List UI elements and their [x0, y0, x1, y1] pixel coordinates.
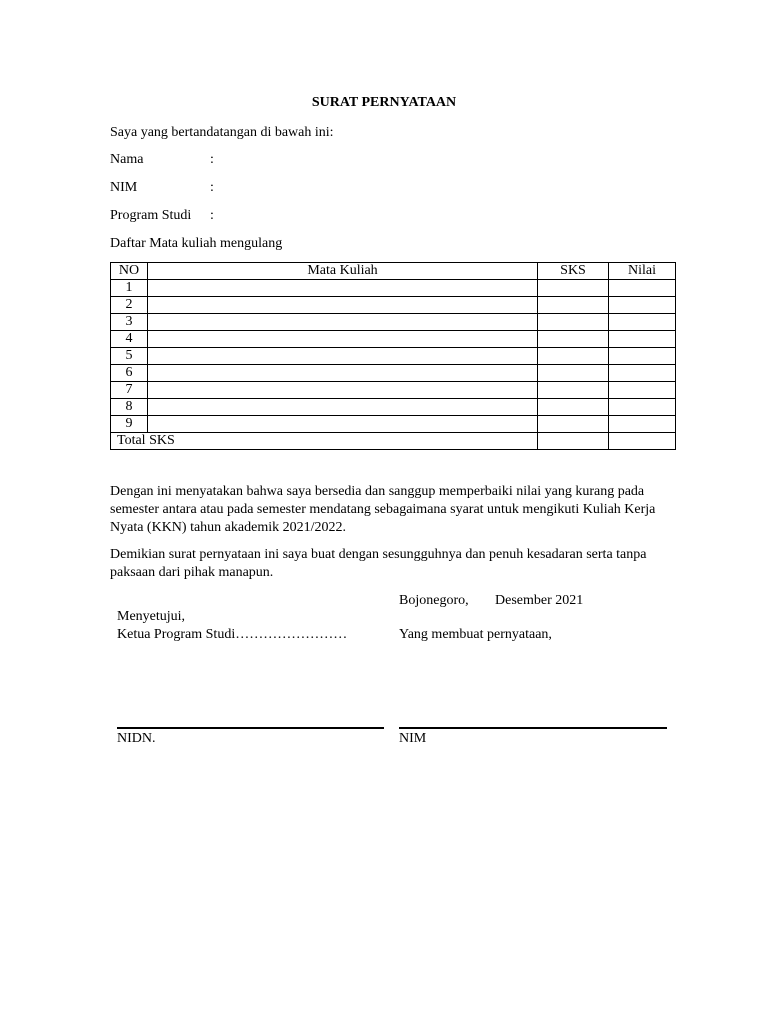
nilai-cell[interactable]	[609, 297, 676, 314]
course-cell[interactable]	[148, 365, 538, 382]
table-row	[111, 416, 676, 433]
row-number: 6	[111, 365, 148, 382]
course-cell[interactable]	[148, 382, 538, 399]
approval-label: Menyetujui,	[117, 609, 186, 624]
nim-label: NIM	[399, 731, 427, 746]
field-name-label: Nama	[110, 152, 144, 167]
sks-cell[interactable]	[538, 382, 609, 399]
course-cell[interactable]	[148, 331, 538, 348]
sks-cell[interactable]	[538, 331, 609, 348]
course-cell[interactable]	[148, 314, 538, 331]
field-name-colon: :	[210, 152, 214, 167]
table-total-row	[111, 433, 676, 450]
nidn-label: NIDN.	[117, 731, 156, 746]
course-cell[interactable]	[148, 416, 538, 433]
sks-cell[interactable]	[538, 416, 609, 433]
maker-label: Yang membuat pernyataan,	[399, 627, 552, 642]
course-cell[interactable]	[148, 399, 538, 416]
nilai-cell[interactable]	[609, 416, 676, 433]
signature-date: Desember 2021	[495, 593, 584, 608]
intro-text: Saya yang bertandatangan di bawah ini:	[110, 125, 334, 140]
statement-paragraph: Dengan ini menyatakan bahwa saya bersedia dan sanggup memperbaiki nilai yang kurang pada semester antara atau pada semester mendatang sebagaimana syarat untuk mengikuti Kuliah Kerja Nyata (KKN) tahun akademik 2021/2022.	[110, 484, 656, 535]
nilai-cell[interactable]	[609, 365, 676, 382]
field-prodi-colon: :	[210, 208, 214, 223]
total-sks-label: Total SKS	[111, 433, 538, 450]
table-row	[111, 382, 676, 399]
table-row	[111, 348, 676, 365]
closing-paragraph: Demikian surat pernyataan ini saya buat dengan sesungguhnya dan penuh kesadaran serta tanpa paksaan dari pihak manapun.	[110, 547, 647, 580]
row-number: 5	[111, 348, 148, 365]
row-number: 1	[111, 280, 148, 297]
sks-cell[interactable]	[538, 314, 609, 331]
row-number: 2	[111, 297, 148, 314]
sks-cell[interactable]	[538, 280, 609, 297]
document-title: SURAT PERNYATAAN	[311, 95, 457, 110]
header-sks: SKS	[538, 263, 609, 280]
total-nilai-cell[interactable]	[609, 433, 676, 450]
nilai-cell[interactable]	[609, 331, 676, 348]
table-row	[111, 399, 676, 416]
row-number: 4	[111, 331, 148, 348]
row-number: 3	[111, 314, 148, 331]
signature-place: Bojonegoro,	[399, 593, 469, 608]
nilai-cell[interactable]	[609, 382, 676, 399]
header-no: NO	[111, 263, 148, 280]
table-row	[111, 314, 676, 331]
sks-cell[interactable]	[538, 348, 609, 365]
header-nilai: Nilai	[609, 263, 676, 280]
field-prodi-label: Program Studi	[110, 208, 192, 223]
left-signature-line	[117, 727, 384, 729]
table-row	[111, 331, 676, 348]
row-number: 9	[111, 416, 148, 433]
course-cell[interactable]	[148, 280, 538, 297]
table-caption: Daftar Mata kuliah mengulang	[110, 236, 283, 251]
total-sks-cell[interactable]	[538, 433, 609, 450]
nilai-cell[interactable]	[609, 314, 676, 331]
nilai-cell[interactable]	[609, 399, 676, 416]
field-nim-colon: :	[210, 180, 214, 195]
header-mata-kuliah: Mata Kuliah	[148, 263, 538, 280]
course-cell[interactable]	[148, 348, 538, 365]
row-number: 7	[111, 382, 148, 399]
table-header-row	[111, 263, 676, 280]
sks-cell[interactable]	[538, 297, 609, 314]
table-row	[111, 297, 676, 314]
field-nim-label: NIM	[110, 180, 138, 195]
sks-cell[interactable]	[538, 399, 609, 416]
nilai-cell[interactable]	[609, 280, 676, 297]
sks-cell[interactable]	[538, 365, 609, 382]
row-number: 8	[111, 399, 148, 416]
course-cell[interactable]	[148, 297, 538, 314]
nilai-cell[interactable]	[609, 348, 676, 365]
right-signature-line	[399, 727, 667, 729]
table-row	[111, 365, 676, 382]
table-row	[111, 280, 676, 297]
program-head-label: Ketua Program Studi……………………	[117, 627, 348, 642]
course-table	[110, 262, 676, 450]
